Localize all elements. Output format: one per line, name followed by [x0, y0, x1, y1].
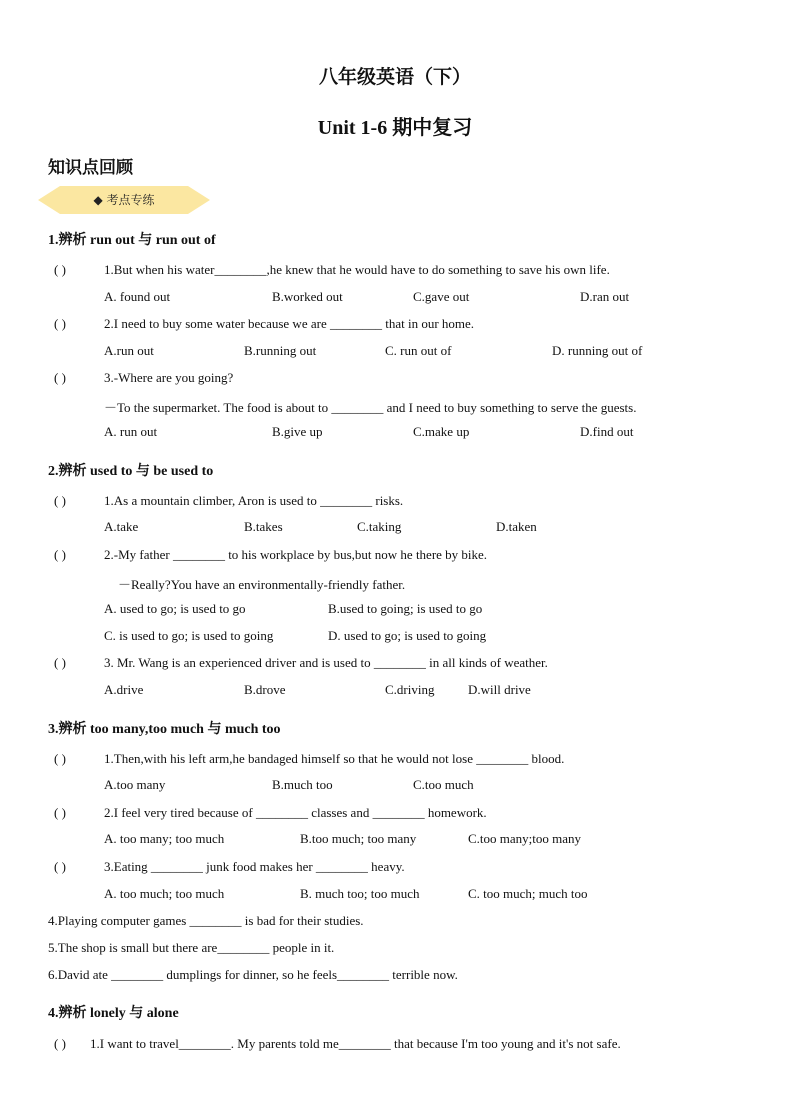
option-b: B. much too; too much: [300, 886, 420, 901]
question-text: 3. Mr. Wang is an experienced driver and is used to ________ in all kinds of weather.: [104, 655, 548, 670]
question-text: 3.-Where are you going?: [104, 370, 234, 385]
option-b: B.takes: [244, 519, 283, 534]
option-b: B.worked out: [272, 289, 343, 304]
option-c: C. too much; much too: [468, 886, 588, 901]
answer-blank[interactable]: ( ): [54, 655, 66, 670]
question-text: 3.Eating ________ junk food makes her ________ heavy.: [104, 859, 405, 874]
question-text: 2.-My father ________ to his workplace by bus,but now he there by bike.: [104, 547, 488, 562]
question-text: 1.I want to travel________. My parents told me________ that because I'm too young and it's not safe.: [90, 1036, 621, 1051]
option-a: A. used to go; is used to go: [104, 601, 246, 616]
page-subtitle: Unit 1-6 期中复习: [317, 117, 473, 139]
answer-blank[interactable]: ( ): [54, 547, 66, 562]
option-b: B.running out: [244, 343, 317, 358]
option-b: B.too much; too many: [300, 831, 417, 846]
answer-blank[interactable]: ( ): [54, 262, 66, 277]
answer-blank[interactable]: ( ): [54, 493, 66, 508]
option-c: C.taking: [357, 519, 402, 534]
option-c: C.gave out: [413, 289, 470, 304]
topic-4-heading: 4.辨析 lonely 与 alone: [48, 1006, 179, 1021]
option-b: B.drove: [244, 682, 286, 697]
fill-in-sentence: 6.David ate ________ dumplings for dinner, so he feels________ terrible now.: [48, 967, 458, 982]
answer-blank[interactable]: ( ): [54, 751, 66, 766]
answer-blank[interactable]: ( ): [54, 370, 66, 385]
option-c: C. run out of: [385, 343, 452, 358]
fill-in-sentence: 5.The shop is small but there are________ people in it.: [48, 940, 335, 955]
option-d: D.ran out: [580, 289, 630, 304]
option-d: D.will drive: [468, 682, 531, 697]
option-d: D.find out: [580, 424, 634, 439]
option-b: B.used to going; is used to go: [328, 601, 483, 616]
topic-1-heading: 1.辨析 run out 与 run out of: [48, 233, 216, 248]
option-b: B.much too: [272, 777, 333, 792]
option-d: D.taken: [496, 519, 537, 534]
question-text: 2.I feel very tired because of ________ classes and ________ homework.: [104, 805, 487, 820]
dialogue-reply: －To the supermarket. The food is about to ________ and I need to buy something to serve the guests.: [104, 400, 637, 415]
badge-label: ◆ 考点专练: [93, 193, 155, 207]
fill-in-sentence: 4.Playing computer games ________ is bad for their studies.: [48, 913, 364, 928]
option-a: A. too much; too much: [104, 886, 225, 901]
option-a: A.too many: [104, 777, 166, 792]
option-b: B.give up: [272, 424, 323, 439]
option-a: A. run out: [104, 424, 158, 439]
topic-2-heading: 2.辨析 used to 与 be used to: [48, 464, 214, 479]
question-text: 1.Then,with his left arm,he bandaged himself so that he would not lose ________ blood.: [104, 751, 565, 766]
topic-badge: [38, 186, 210, 214]
answer-blank[interactable]: ( ): [54, 805, 66, 820]
question-text: 2.I need to buy some water because we are ________ that in our home.: [104, 316, 475, 331]
option-c: C.make up: [413, 424, 470, 439]
answer-blank[interactable]: ( ): [54, 1036, 66, 1051]
topic-3-heading: 3.辨析 too many,too much 与 much too: [48, 722, 281, 737]
page-title: 八年级英语（下）: [318, 66, 471, 88]
option-d: D. used to go; is used to going: [328, 628, 487, 643]
option-c: C.too much: [413, 777, 474, 792]
option-a: A.take: [104, 519, 139, 534]
question-text: 1.As a mountain climber, Aron is used to ________ risks.: [104, 493, 404, 508]
option-c: C.driving: [385, 682, 435, 697]
option-c: C.too many;too many: [468, 831, 582, 846]
option-a: A.run out: [104, 343, 154, 358]
option-a: A.drive: [104, 682, 144, 697]
option-d: D. running out of: [552, 343, 643, 358]
section-heading: 知识点回顾: [48, 158, 133, 178]
dialogue-reply: －Really?You have an environmentally-friendly father.: [118, 577, 406, 592]
option-a: A. found out: [104, 289, 171, 304]
answer-blank[interactable]: ( ): [54, 859, 66, 874]
answer-blank[interactable]: ( ): [54, 316, 66, 331]
question-text: 1.But when his water________,he knew that he would have to do something to save his own life.: [104, 262, 610, 277]
option-a: A. too many; too much: [104, 831, 225, 846]
option-c: C. is used to go; is used to going: [104, 628, 274, 643]
